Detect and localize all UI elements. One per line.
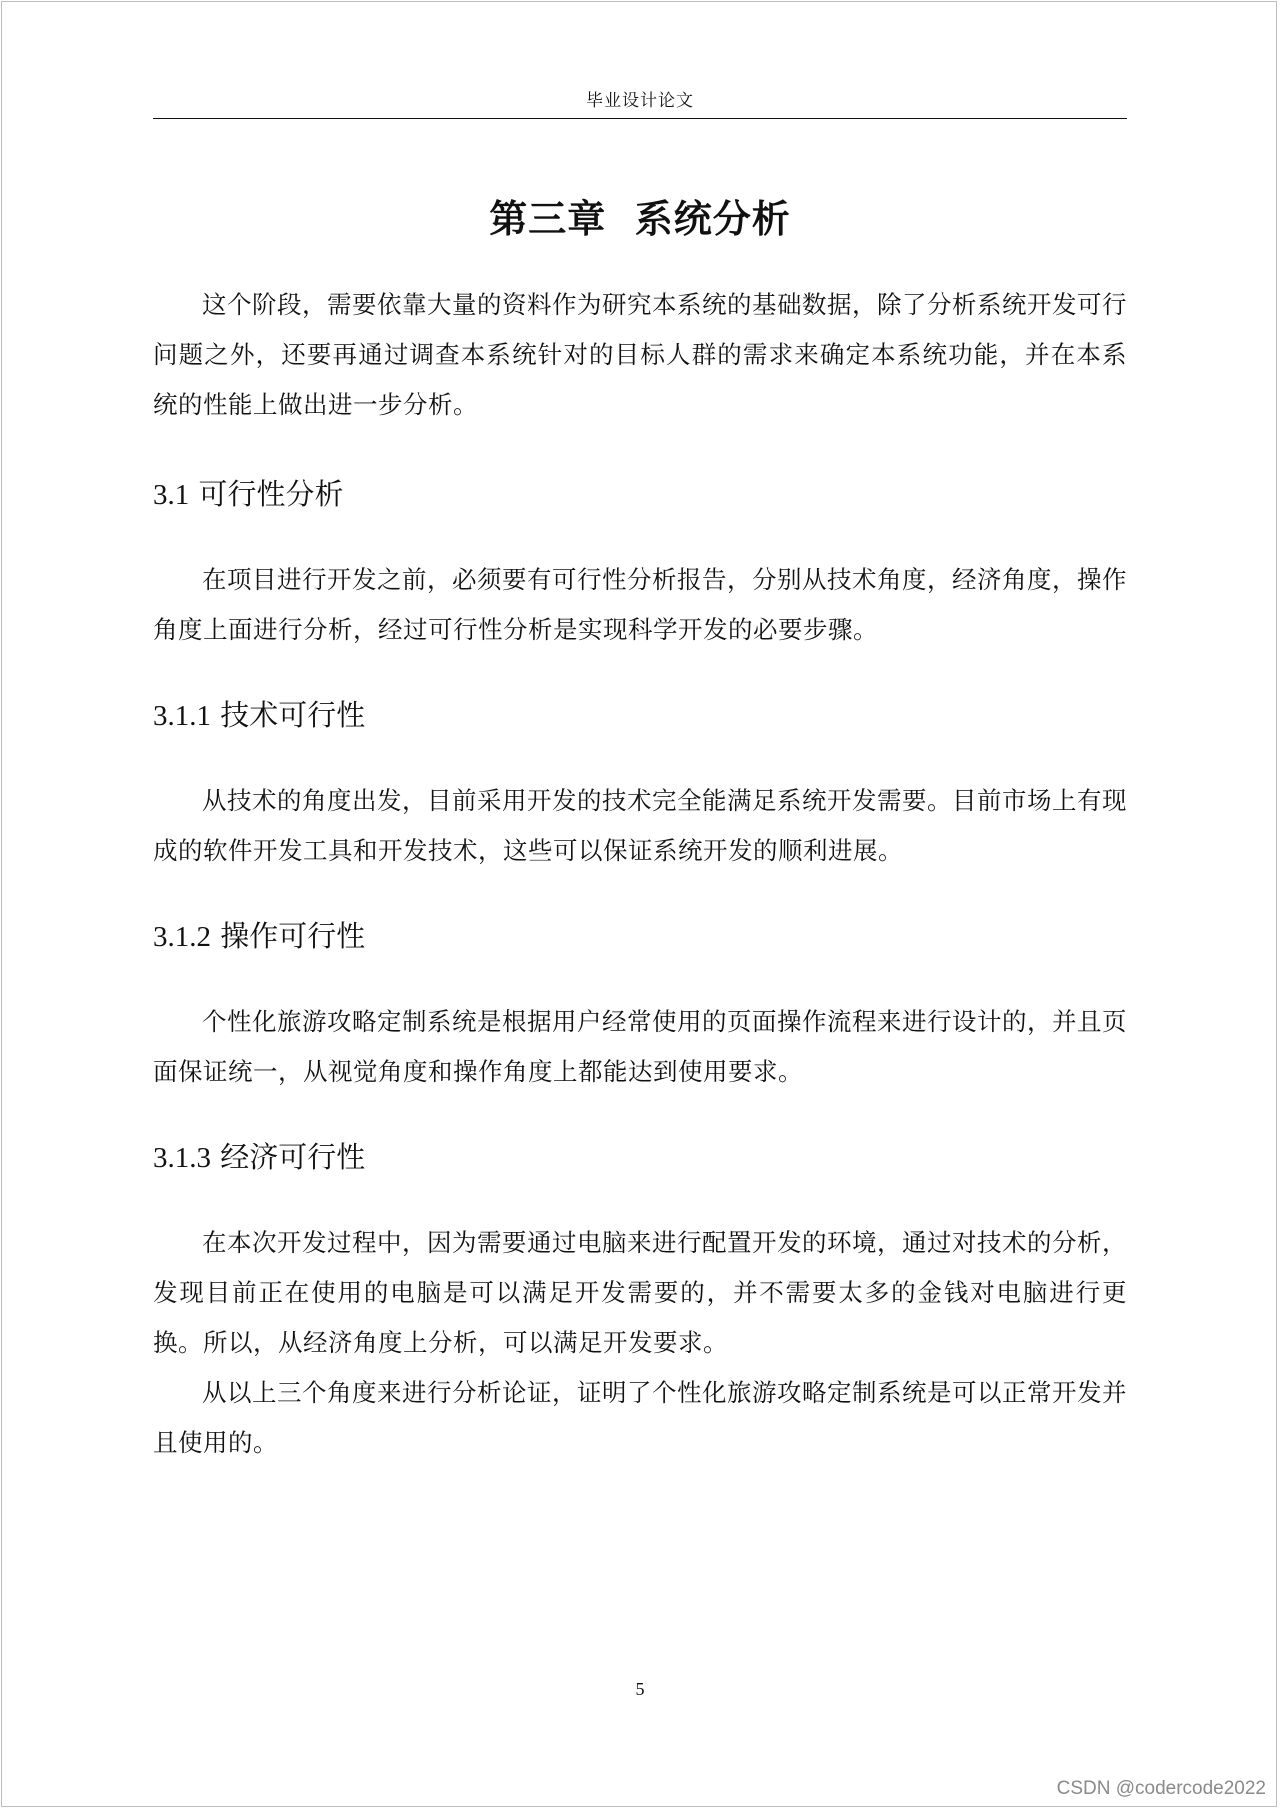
section-number: 3.1.2 (153, 921, 211, 953)
page-content (153, 190, 1127, 1468)
section-heading-3-1 (153, 474, 1127, 515)
section-heading-3-1-3 (153, 1137, 1127, 1178)
section-number: 3.1.3 (153, 1142, 211, 1174)
csdn-watermark: CSDN @codercode2022 (1056, 1778, 1266, 1799)
header-rule (153, 118, 1127, 119)
section-3-1-1-paragraph: 从技术的角度出发，目前采用开发的技术完全能满足系统开发需要。目前市场上有现成的软件开发工具和开发技术，这些可以保证系统开发的顺利进展。 (153, 786, 1127, 865)
running-header: 毕业设计论文 (586, 91, 694, 111)
section-title: 技术可行性 (220, 698, 366, 732)
chapter-title: 第三章 系统分析 (489, 197, 791, 241)
section-3-1-paragraph: 在项目进行开发之前，必须要有可行性分析报告，分别从技术角度，经济角度，操作角度上面进行分析，经过可行性分析是实现科学开发的必要步骤。 (153, 565, 1127, 644)
section-number: 3.1.1 (153, 700, 211, 732)
section-title: 经济可行性 (220, 1140, 366, 1174)
page-number: 5 (635, 1679, 645, 1699)
section-title: 操作可行性 (220, 919, 366, 953)
chapter-intro-paragraph: 这个阶段，需要依靠大量的资料作为研究本系统的基础数据，除了分析系统开发可行问题之外，还要再通过调查本系统针对的目标人群的需求来确定本系统功能，并在本系统的性能上做出进一步分析。 (153, 290, 1127, 419)
section-title: 可行性分析 (198, 477, 344, 511)
section-3-1-3-paragraph-1: 在本次开发过程中，因为需要通过电脑来进行配置开发的环境，通过对技术的分析，发现目前正在使用的电脑是可以满足开发需要的，并不需要太多的金钱对电脑进行更换。所以，从经济角度上分析，可以满足开发要求。 (153, 1228, 1127, 1357)
section-heading-3-1-2 (153, 916, 1127, 957)
section-3-1-3-paragraph-2: 从以上三个角度来进行分析论证，证明了个性化旅游攻略定制系统是可以正常开发并且使用的。 (153, 1378, 1127, 1457)
section-3-1-2-paragraph: 个性化旅游攻略定制系统是根据用户经常使用的页面操作流程来进行设计的，并且页面保证统一，从视觉角度和操作角度上都能达到使用要求。 (153, 1007, 1127, 1086)
section-number: 3.1 (153, 479, 190, 511)
section-heading-3-1-1 (153, 695, 1127, 736)
